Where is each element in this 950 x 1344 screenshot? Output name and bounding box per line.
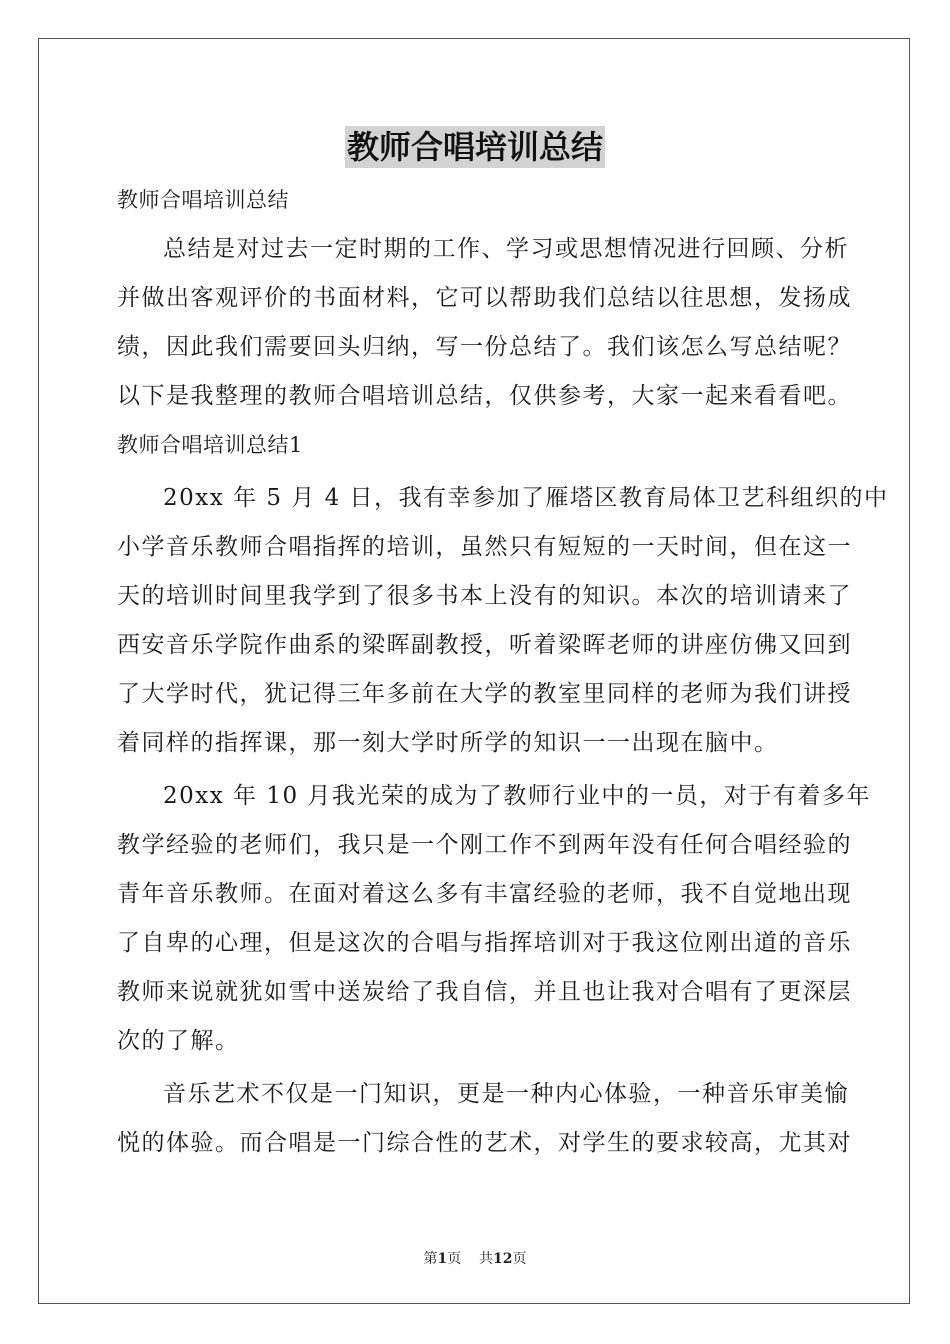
paragraph-line: 以下是我整理的教师合唱培训总结，仅供参考，大家一起来看看吧。 (117, 383, 852, 409)
paragraph-line: 20xx 年 5 月 4 日，我有幸参加了雁塔区教育局体卫艺科组织的中 (163, 485, 889, 511)
document-body (117, 176, 889, 1168)
title-container (0, 126, 950, 168)
paragraph-line: 总结是对过去一定时期的工作、学习或思想情况进行回顾、分析 (163, 236, 849, 262)
paragraph-line: 教学经验的老师们，我只是一个刚工作不到两年没有任何合唱经验的 (117, 832, 852, 858)
paragraph-line: 了大学时代，犹记得三年多前在大学的教室里同样的老师为我们讲授 (117, 681, 852, 707)
total-prefix: 共 (479, 1251, 494, 1267)
paragraph-line: 音乐艺术不仅是一门知识，更是一种内心体验，一种音乐审美愉 (163, 1081, 849, 1107)
page-number: 1 (437, 1251, 448, 1267)
section-heading: 教师合唱培训总结1 (117, 433, 303, 457)
document-title: 教师合唱培训总结 (346, 128, 603, 166)
paragraph-2 (117, 772, 871, 1066)
paragraph-line: 着同样的指挥课，那一刻大学时所学的知识一一出现在脑中。 (117, 730, 779, 756)
total-unit: 页 (512, 1251, 527, 1267)
paragraph-line: 西安音乐学院作曲系的梁晖副教授，听着梁晖老师的讲座仿佛又回到 (117, 632, 852, 658)
page-footer (0, 1248, 950, 1268)
paragraph-line: 小学音乐教师合唱指挥的培训，虽然只有短短的一天时间，但在这一 (117, 534, 852, 560)
paragraph-line: 绩，因此我们需要回头归纳，写一份总结了。我们该怎么写总结呢？ (117, 334, 852, 360)
paragraph-1 (117, 474, 889, 768)
intro-paragraph (117, 225, 852, 421)
page-prefix: 第 (423, 1251, 438, 1267)
paragraph-line: 了自卑的心理，但是这次的合唱与指挥培训对于我这位刚出道的音乐 (117, 930, 852, 956)
document-subtitle: 教师合唱培训总结 (117, 188, 289, 212)
paragraph-line: 次的了解。 (117, 1028, 240, 1054)
page-total: 12 (493, 1251, 513, 1267)
paragraph-3 (117, 1070, 852, 1168)
paragraph-line: 并做出客观评价的书面材料，它可以帮助我们总结以往思想，发扬成 (117, 285, 852, 311)
page-unit: 页 (447, 1251, 462, 1267)
paragraph-line: 20xx 年 10 月我光荣的成为了教师行业中的一员，对于有着多年 (163, 783, 871, 809)
paragraph-line: 教师来说就犹如雪中送炭给了我自信，并且也让我对合唱有了更深层 (117, 979, 852, 1005)
paragraph-line: 青年音乐教师。在面对着这么多有丰富经验的老师，我不自觉地出现 (117, 881, 852, 907)
paragraph-line: 天的培训时间里我学到了很多书本上没有的知识。本次的培训请来了 (117, 583, 852, 609)
paragraph-line: 悦的体验。而合唱是一门综合性的艺术，对学生的要求较高，尤其对 (117, 1130, 852, 1156)
